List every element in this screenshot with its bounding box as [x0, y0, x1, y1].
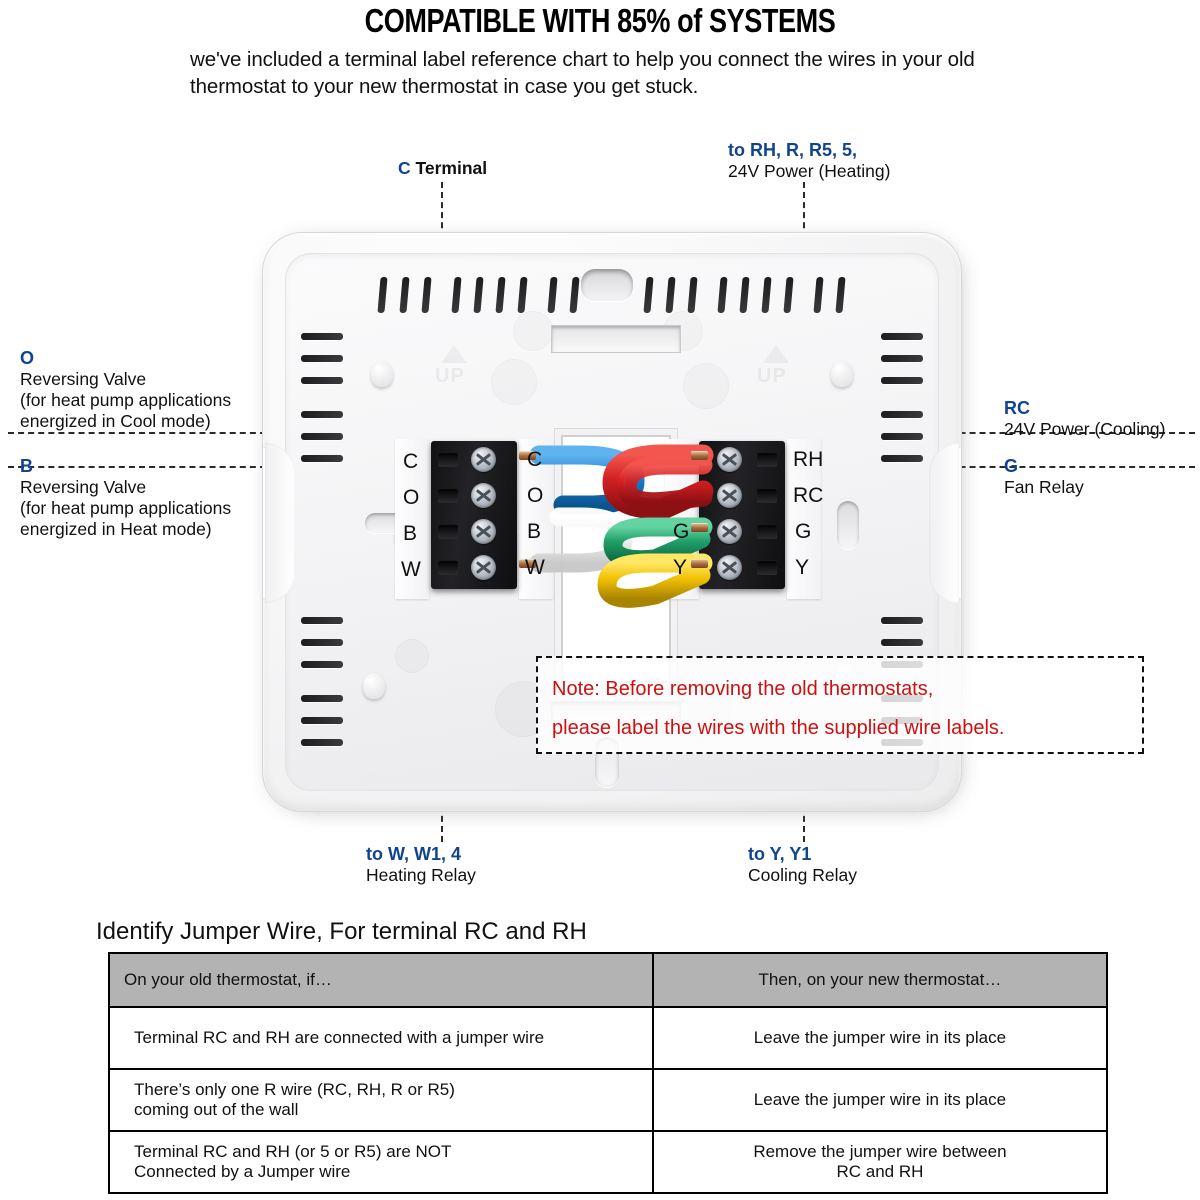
vent-slot: [301, 355, 343, 362]
vent-slot: [881, 377, 923, 384]
terminal-clamp: [757, 452, 777, 467]
callout-g-key: G: [1004, 456, 1019, 476]
wire-ferrule-y: [691, 559, 708, 568]
callout-w-key: to W, W1, 4: [366, 844, 462, 864]
callout-rc-key: RC: [1004, 398, 1030, 418]
terminal-screw-rh[interactable]: [717, 447, 742, 472]
callout-y-cooling-relay: [748, 844, 857, 886]
wire-ferrule-rh: [691, 451, 708, 460]
cell-text: There’s only one R wire (RC, RH, R or R5): [134, 1080, 455, 1099]
side-notch-lip-right: [929, 443, 959, 603]
page-title: COMPATIBLE WITH 85% of SYSTEMS: [364, 2, 836, 39]
table-row: [109, 1007, 1107, 1069]
callout-b-key: B: [20, 456, 33, 476]
callout-w-desc: Heating Relay: [366, 865, 476, 885]
up-arrow-icon: [763, 345, 789, 363]
table-title: Identify Jumper Wire, For terminal RC and RH: [96, 918, 587, 945]
vent-slot: [301, 455, 343, 462]
cell-text: Leave the jumper wire in its place: [753, 1028, 1007, 1047]
up-arrow-icon: [441, 345, 467, 363]
table-cell-new: [653, 1007, 1107, 1069]
vent-slot: [301, 433, 343, 440]
vent-slot: [881, 433, 923, 440]
terminal-screw-o[interactable]: [471, 483, 496, 508]
table-row: [109, 1131, 1107, 1193]
terminal-label-rc-outer: RC: [793, 484, 824, 507]
terminal-clamp: [757, 560, 777, 575]
callout-c-terminal: [398, 158, 487, 179]
callout-rh-key: to RH, R, R5, 5,: [728, 140, 858, 160]
callout-o-desc-3: energized in Cool mode): [20, 411, 211, 431]
terminal-screw-y[interactable]: [717, 555, 742, 580]
terminal-label-y-inner: Y: [673, 556, 688, 579]
table-cell-new: [653, 1069, 1107, 1131]
page-subtitle: we've included a terminal label reference chart to help you connect the wires in your old thermostat to your new thermostat in case you get stuck.: [190, 48, 975, 98]
callout-rh-desc: 24V Power (Heating): [728, 161, 891, 181]
vent-slot: [301, 639, 343, 646]
callout-b-desc-3: energized in Heat mode): [20, 519, 212, 539]
vent-slot: [881, 455, 923, 462]
cell-text: Terminal RC and RH (or 5 or R5) are NOT: [134, 1142, 452, 1161]
jumper-wire-table: [108, 952, 1108, 1194]
terminal-clamp: [438, 452, 458, 467]
terminal-label-g-inner: G: [673, 520, 690, 543]
table-header-old: On your old thermostat, if…: [109, 953, 653, 1007]
terminal-label-c-outer: C: [403, 450, 419, 473]
terminal-block-right[interactable]: [699, 441, 785, 589]
callout-rc-desc: 24V Power (Cooling): [1004, 419, 1166, 439]
vent-slot: [301, 333, 343, 340]
terminal-label-y-outer: Y: [795, 556, 810, 579]
callout-rh-power: [728, 140, 890, 182]
note-line-2: please label the wires with the supplied wire labels.: [552, 717, 1005, 739]
vent-slot: [301, 739, 343, 746]
terminal-label-g-outer: G: [795, 520, 812, 543]
table-row: [109, 1069, 1107, 1131]
callout-o-reversing-valve: [20, 348, 231, 432]
wire-ferrule-g: [691, 523, 708, 532]
vent-slot: [881, 411, 923, 418]
callout-w-heating-relay: [366, 844, 476, 886]
molded-circle: [395, 639, 429, 673]
terminal-label-b-inner: B: [527, 520, 542, 543]
warning-note-box: [536, 656, 1144, 754]
callout-y-key: to Y, Y1: [748, 844, 812, 864]
terminal-clamp: [757, 524, 777, 539]
terminal-screw-b[interactable]: [471, 519, 496, 544]
vent-slot: [881, 333, 923, 340]
up-label: UP: [435, 365, 465, 387]
terminal-label-rh-outer: RH: [793, 448, 824, 471]
table-cell-old: [109, 1069, 653, 1131]
mounting-post: [371, 361, 393, 387]
callout-b-desc-2: (for heat pump applications: [20, 498, 232, 518]
terminal-clamp: [438, 488, 458, 503]
terminal-label-o-inner: O: [527, 484, 544, 507]
terminal-block-left[interactable]: [431, 441, 517, 589]
table-header-row: [109, 953, 1107, 1007]
up-label: UP: [757, 365, 787, 387]
callout-c-key: C: [398, 158, 411, 178]
callout-rc-power: [1004, 398, 1165, 440]
cell-text: Leave the jumper wire in its place: [753, 1090, 1007, 1109]
callout-o-desc-2: (for heat pump applications: [20, 390, 232, 410]
cell-text: Terminal RC and RH are connected with a jumper wire: [134, 1028, 545, 1047]
terminal-screw-rc[interactable]: [717, 483, 742, 508]
terminal-clamp: [438, 560, 458, 575]
callout-b-reversing-valve: [20, 456, 231, 540]
top-center-hole: [581, 269, 633, 301]
vent-slot: [881, 617, 923, 624]
terminal-label-o-outer: O: [403, 486, 420, 509]
mounting-slot-right: [837, 501, 859, 549]
wire-opening: [555, 429, 677, 689]
upper-slot-bar: [551, 325, 681, 353]
cell-text: Remove the jumper wire between: [753, 1142, 1007, 1161]
vent-slot: [301, 411, 343, 418]
cell-text: RC and RH: [836, 1162, 924, 1181]
terminal-screw-w[interactable]: [471, 555, 496, 580]
cell-text: coming out of the wall: [134, 1100, 299, 1119]
table-cell-new: [653, 1131, 1107, 1193]
vent-slot: [301, 695, 343, 702]
terminal-screw-c[interactable]: [471, 447, 496, 472]
callout-c-rest: Terminal: [410, 158, 488, 178]
vent-slot: [301, 717, 343, 724]
note-line-1: Note: Before removing the old thermostats,: [552, 678, 934, 700]
callout-g-fan-relay: [1004, 456, 1084, 498]
molded-circle: [491, 359, 537, 405]
vent-slot: [301, 661, 343, 668]
callout-g-desc: Fan Relay: [1004, 477, 1084, 497]
callout-y-desc: Cooling Relay: [748, 865, 857, 885]
callout-o-desc-1: Reversing Valve: [20, 369, 147, 389]
vent-slot: [881, 639, 923, 646]
molded-circle: [683, 363, 729, 409]
callout-b-desc-1: Reversing Valve: [20, 477, 147, 497]
terminal-label-b-outer: B: [403, 522, 418, 545]
molded-circle: [513, 311, 553, 351]
mounting-post: [831, 361, 853, 387]
terminal-label-w-outer: W: [401, 558, 421, 581]
side-notch-lip-left: [265, 443, 295, 603]
vent-slot: [301, 617, 343, 624]
vent-slot: [881, 355, 923, 362]
table-header-new: Then, on your new thermostat…: [653, 953, 1107, 1007]
callout-o-key: O: [20, 348, 35, 368]
terminal-label-c-inner: C: [527, 448, 543, 471]
mounting-post: [363, 673, 385, 699]
terminal-screw-g[interactable]: [717, 519, 742, 544]
terminal-label-w-inner: W: [525, 556, 545, 579]
table-cell-old: [109, 1007, 653, 1069]
vent-slot: [301, 377, 343, 384]
cell-text: Connected by a Jumper wire: [134, 1162, 351, 1181]
terminal-clamp: [438, 524, 458, 539]
terminal-clamp: [757, 488, 777, 503]
table-cell-old: [109, 1131, 653, 1193]
